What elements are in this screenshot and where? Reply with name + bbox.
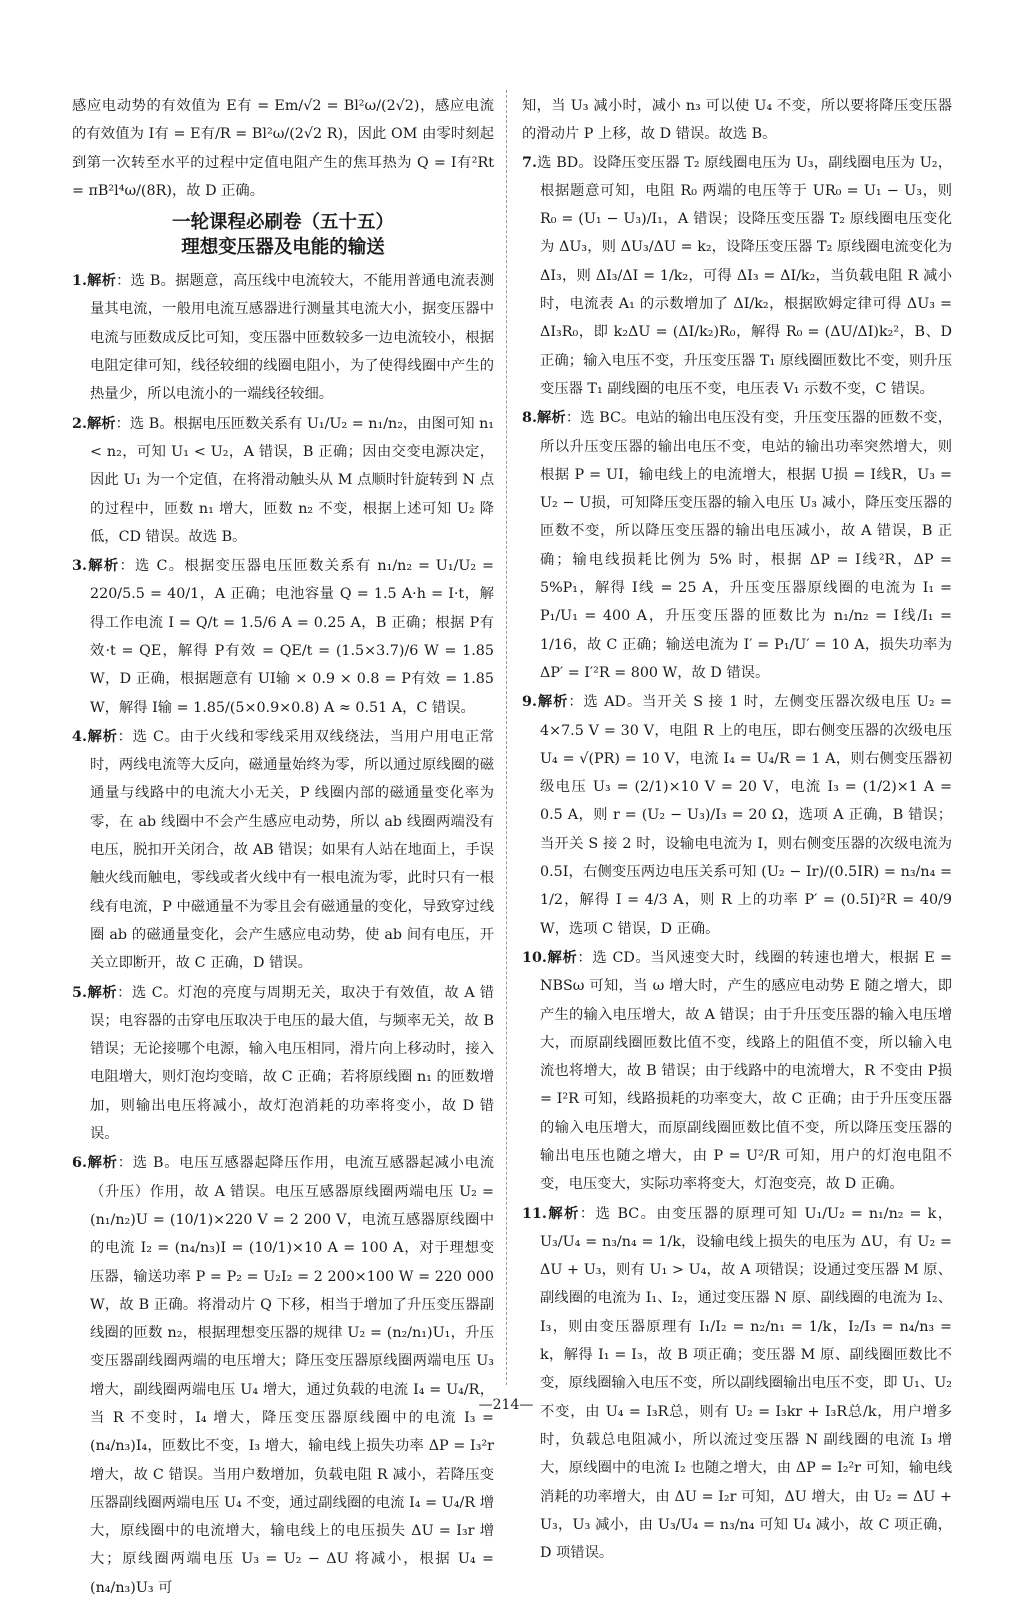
answer-item-4 [72,723,494,978]
heading-subtitle: 理想变压器及电能的输送 [181,237,385,259]
item-number: 3. [72,558,87,575]
answer-item-8 [522,404,952,687]
item-label: 解析 [546,1205,580,1222]
left-column [72,92,495,1596]
item-number: 5. [72,984,87,1001]
answer-item-2 [72,410,494,551]
intro-paragraph: 感应电动势的有效值为 E有 = Em/√2 = Bl²ω/(2√2)，感应电流的有效值为 I有 = E有/R = Bl²ω/(2√2 R)，因此 OM 由零时刻起到第一次转至水平的过程中定值电阻产生的焦耳热为 Q = I有²Rt = πB²l⁴ω/(8R)，故 D 正确。 [72,98,494,199]
item-text: ：选 BC。由变压器的原理可知 U₁/U₂ = n₁/n₂ = k，U₃/U₄ = n₃/n₄ = 1/k，设输电线上损失的电压为 ΔU，有 U₂ = ΔU + U₃，则有 U₁ > U₄，故 A 项错误；设通过变压器 M 原、副线圈的电流为 I₁、I₂，通过变压器 N 原、副线圈的电流为 I₂、I₃，则由变压器原理有 I₁/I₂ = n₂/n₁ = 1/k，I₂/I₃ = n₄/n₃ = k，解得 I₁ = I₃，故 B 项正确；变压器 M 原、副线圈匝数比不变，原线圈输入电压不变，所以副线圈输出电压不变，即 U₁、U₂ 不变，由 U₄ = I₃R总，则有 U₂ = I₃kr + I₃R总/k，用户增多时，负载总电阻减小，所以流过变压器 N 副线圈的电流 I₃ 增大，原线圈中的电流 I₂ 也随之增大，由 ΔP = I₂²r 可知，输电线消耗的功率增大，由 ΔU = I₂r 可知，ΔU 增大，由 U₂ = ΔU + U₃，U₃ 减小，由 U₃/U₄ = n₃/n₄ 可知 U₄ 减小，故 C 项正确，D 项错误。 [540,1205,953,1562]
item-label: 解析 [536,410,566,427]
item-text: ：选 C。由于火线和零线采用双线绕法，当用户用电正常时，两线电流等大反向，磁通量始终为零，所以通过原线圈的磁通量与线路中的电流大小无关，P 线圈内部的磁通量变化率为零，在 ab 线圈中不会产生感应电动势，所以 ab 线圈两端没有电压，脱扣开关闭合，故 AB 错误；如果有人站在地面上，手误触火线而触电，零线或者火线中有一根电流为零，此时只有一根线有电流，P 中磁通量不为零且会有磁通量的变化，导致穿过线圈 ab 的磁通量变化，会产生感应电动势，使 ab 间有电压，开关立即断开，故 C 正确，D 错误。 [90,728,495,972]
item-label: 解析 [536,694,569,711]
column-divider [506,90,507,1385]
answer-item-7 [522,149,952,404]
item-label: 解析 [86,415,116,432]
item-text: ：选 C。根据变压器电压匝数关系有 n₁/n₂ = U₁/U₂ = 220/5.5 = 40/1，A 正确；电池容量 Q = 1.5 A·h = I·t，解得工作电流 I = Q/t = 1.5/6 A = 0.25 A，B 正确；根据 P有效·t = QE，解得 P有效 = QE/t = (1.5×3.7)/6 W = 1.85 W，D 正确，根据题意有 UI输 × 0.9 × 0.8 = P有效 = 1.85 W，解得 I输 = 1.85/(5×0.9×0.8) A ≈ 0.51 A，C 错误。 [90,558,494,716]
item-text: ：选 C。灯泡的亮度与周期无关，取决于有效值，故 A 错误；电容器的击穿电压取决于电压的最大值，与频率无关，故 B 错误；无论接哪个电源，输入电压相同，滑片向上移动时，接入电阻增大，则灯泡均变暗，故 C 正确；若将原线圈 n₁ 的匝数增加，则输出电压将减小，故灯泡消耗的功率将变小，故 D 错误。 [90,984,494,1143]
continued-paragraph: 知，当 U₃ 减小时，减小 n₃ 可以使 U₄ 不变，所以要将降压变压器的滑动片 P 上移，故 D 错误。故选 B。 [522,98,952,143]
answer-item-11 [522,1200,952,1568]
item-text: ：选 AD。当开关 S 接 1 时，左侧变压器次级电压 U₂ = 4×7.5 V = 30 V，电阻 R 上的电压，即右侧变压器的次级电压 U₄ = √(PR) = 10 V，电流 I₄ = U₄/R = 1 A，则右侧变压器初级电压 U₃ = (2/1)×10 V = 20 V，电流 I₃ = (1/2)×1 A = 0.5 A，则 r = (U₂ − U₃)/I₃ = 20 Ω，选项 A 正确，B 错误；当开关 S 接 2 时，设输电电流为 I，则右侧变压器的次级电流为 0.5I，右侧变压两边电压关系可知 (U₂ − Ir)/(0.5IR) = n₃/n₄ = 1/2，解得 I = 4/3 A，则 R 上的功率 P′ = (0.5I)²R = 40/9 W，选项 C 错误，D 正确。 [540,694,952,937]
answer-item-9 [522,688,952,943]
item-text: ：选 CD。当风速变大时，线圈的转速也增大，根据 E = NBSω 可知，当 ω 增大时，产生的感应电动势 E 随之增大，即产生的输入电压增大，故 A 错误；由于升压变压器的输入电压增大，而原副线圈匝数比值不变，线路上的阻值不变，所以输入电流也将增大，故 B 错误；由于线路中的电流增大，R 不变由 P损 = I²R 可知，线路损耗的功率变大，故 C 正确；由于升压变压器的输入电压增大，而原副线圈匝数比值不变，所以降压变压器的输出电压也随之增大，由 P = U²/R 可知，用户的灯泡电阻不变，电压变大，实际功率将变大，灯泡变亮，故 D 正确。 [540,949,953,1193]
section-heading [72,211,494,261]
item-number: 11. [522,1205,547,1222]
item-text: ：选 B。电压互感器起降压作用，电流互感器起减小电流（升压）作用，故 A 错误。电压互感器原线圈两端电压 U₂ = (n₁/n₂)U = (10/1)×220 V = 2 200 V，电流互感器原线圈中的电流 I₂ = (n₄/n₃)I = (10/1)×10 A = 100 A，对于理想变压器，输送功率 P = P₂ = U₂I₂ = 2 200×100 W = 220 000 W，故 B 正确。将滑动片 Q 下移，相当于增加了升压变压器副线圈的匝数 n₂，根据理想变压器的规律 U₂ = (n₂/n₁)U₁，升压变压器副线圈两端的电压增大；降压变压器原线圈两端电压 U₃ 增大，副线圈两端电压 U₄ 增大，通过负载的电流 I₄ = U₄/R，当 R 不变时，I₄ 增大，降压变压器原线圈中的电流 I₃ = (n₄/n₃)I₄，匝数比不变，I₃ 增大，输电线上损失功率 ΔP = I₃²r 增大，故 C 错误。当用户数增加，负载电阻 R 减小，若降压变压器副线圈两端电压 U₄ 不变，通过副线圈的电流 I₄ = U₄/R 增大，原线圈中的电流增大，输电线上的电压损失 ΔU = I₃r 增大；原线圈两端电压 U₃ = U₂ − ΔU 将减小，根据 U₄ = (n₄/n₃)U₃ 可 [90,1155,495,1596]
item-label: 解析 [86,984,118,1001]
item-label: 解析 [86,273,117,290]
item-text: 选 BD。设降压变压器 T₂ 原线圈电压为 U₃，副线圈电压为 U₂，根据题意可知，电阻 R₀ 两端的电压等于 UR₀ = U₁ − U₃，则 R₀ = (U₁ − U₃)/I₁，A 错误；设降压变压器 T₂ 原线圈电压变化为 ΔU₃，则 ΔU₃/ΔU = k₂，设降压变压器 T₂ 原线圈电流变化为 ΔI₃，则 ΔI₃/ΔI = 1/k₂，可得 ΔI₃ = ΔI/k₂，当负载电阻 R 减小时，电流表 A₁ 的示数增加了 ΔI/k₂，根据欧姆定律可得 ΔU₃ = ΔI₃R₀，即 k₂ΔU = (ΔI/k₂)R₀，解得 R₀ = (ΔU/ΔI)k₂²，B、D 正确；输入电压不变，升压变压器 T₁ 原线圈匝数比不变，则升压变压器 T₁ 副线圈的电压不变，电压表 V₁ 示数不变，C 错误。 [536,154,952,397]
item-number: 4. [72,728,87,745]
item-label: 解析 [86,558,120,575]
item-text: ：选 BC。电站的输出电压没有变，升压变压器的匝数不变，所以升压变压器的输出电压不变，电站的输出功率突然增大，则根据 P = UI，输电线上的电流增大，根据 U损 = I线R，U₃ = U₂ − U损，可知降压变压器的输入电压 U₃ 减小，降压变压器的匝数不变，所以降压变压器的输出电压减小，故 A 错误，B 正确；输电线损耗比例为 5% 时，根据 ΔP = I线²R，ΔP = 5%P₁，解得 I线 = 25 A，升压变压器原线圈的电流为 I₁ = P₁/U₁ = 400 A，升压变压器的匝数比为 n₁/n₂ = I线/I₁ = 1/16，故 C 正确；输送电流为 I′ = P₁/U′ = 10 A，损失功率为 ΔP′ = I′²R = 800 W，故 D 错误。 [540,410,952,681]
heading-title: 一轮课程必刷卷（五十五） [171,212,394,234]
item-number: 6. [72,1155,87,1172]
right-column [522,92,953,1562]
item-label: 解析 [546,949,578,966]
item-text: ：选 B。根据电压匝数关系有 U₁/U₂ = n₁/n₂，由图可知 n₁ < n₂，可知 U₁ < U₂，A 错误，B 正确；因由交变电源决定，因此 U₁ 为一个定值，在将滑动触头从 M 点顺时针旋转到 N 点的过程中，匝数 n₁ 增大，匝数 n₂ 不变，根据上述可知 U₂ 降低，CD 错误。故选 B。 [90,415,495,545]
item-number: 10. [522,949,547,966]
answer-item-6 [72,1149,494,1602]
item-label: 解析 [86,728,118,745]
page-number: —214— [478,1397,534,1413]
item-number: 8. [522,410,537,427]
item-number: 1. [72,273,87,290]
item-number: 7. [522,154,537,171]
item-text: ：选 B。据题意，高压线中电流较大，不能用普通电流表测量其电流，一般用电流互感器进行测量其电流大小，据变压器中电流与匝数成反比可知，变压器中匝数较多一边电流较小，根据电阻定律可知，线径较细的线圈电阻小，为了使得线圈中产生的热量少，所以电流小的一端线径较细。 [90,273,494,403]
item-number: 9. [522,694,537,711]
answer-item-1 [72,267,494,408]
answer-item-5 [72,979,494,1149]
answer-item-10 [522,944,952,1199]
item-label: 解析 [86,1155,118,1172]
item-number: 2. [72,415,87,432]
answer-item-3 [72,552,494,722]
